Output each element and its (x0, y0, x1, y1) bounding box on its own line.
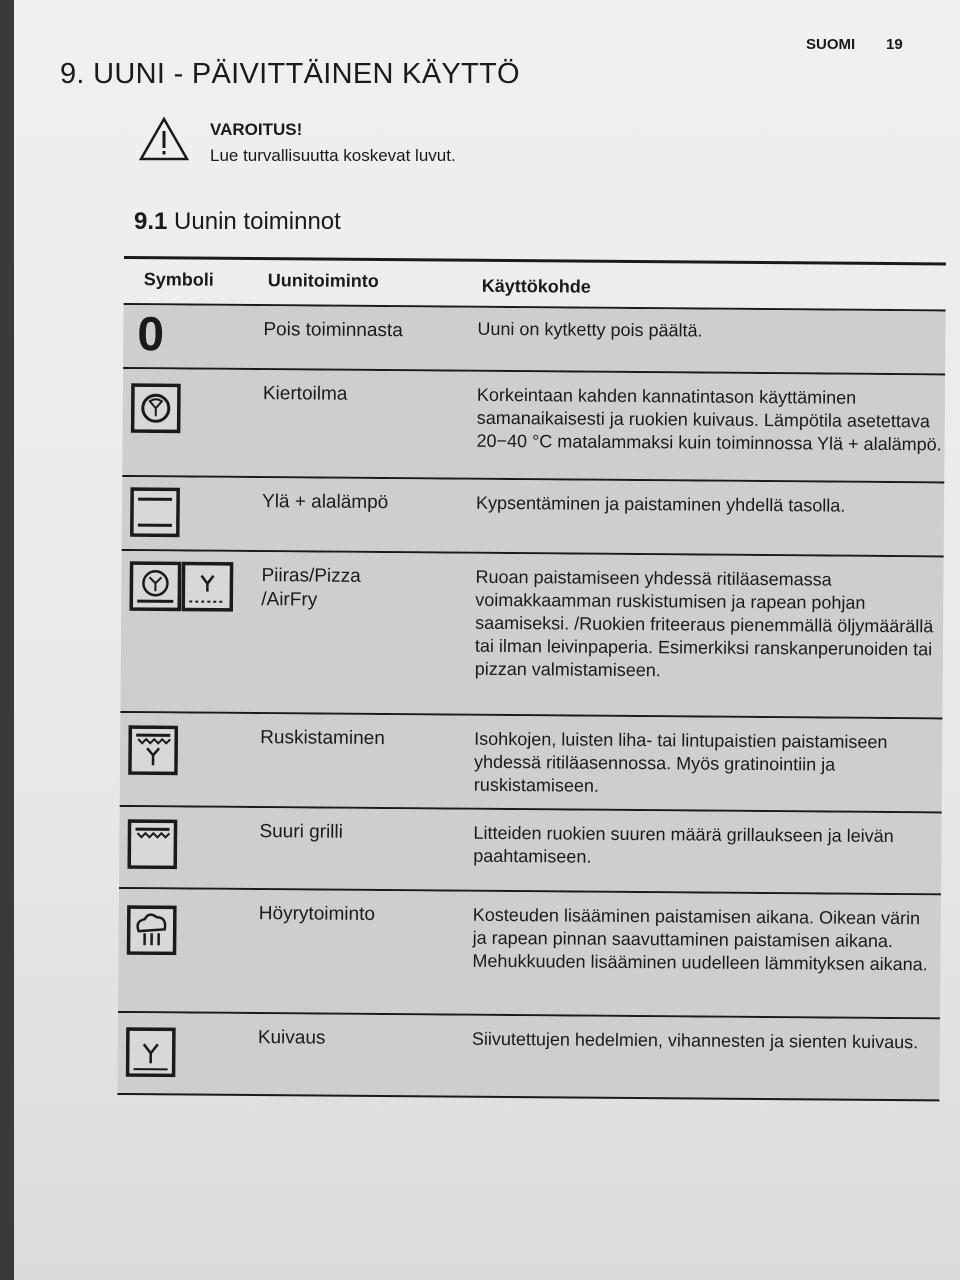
table-row (119, 807, 942, 895)
function-name: Ylä + alalämpö (261, 491, 389, 514)
table-row (117, 1013, 940, 1101)
function-usage: Siivutettujen hedelmien, vihannesten ja sienten kuivaus. (471, 1028, 919, 1053)
table-row (120, 713, 943, 813)
table-header (124, 256, 946, 311)
manual-page (14, 0, 960, 1280)
full-grill-icon (127, 819, 177, 874)
warning-triangle-icon (138, 116, 190, 162)
table-row (118, 889, 941, 1019)
section-title (134, 208, 341, 236)
drying-icon (126, 1027, 176, 1082)
browning-icon (128, 725, 178, 780)
table-row (120, 551, 943, 719)
function-usage: Uuni on kytketty pois päältä. (477, 318, 703, 341)
chapter-title: 9. UUNI - PÄIVITTÄINEN KÄYTTÖ (60, 58, 520, 90)
header-usage: Käyttökohde (481, 275, 591, 297)
table-row (122, 369, 945, 483)
table-row (123, 305, 945, 375)
off-zero-symbol: 0 (137, 308, 165, 362)
function-name: Piiras/Pizza /AirFry (261, 565, 361, 611)
table-row (122, 477, 945, 557)
function-usage: Litteiden ruokien suuren määrä grillaukseen ja leivän paahtamiseen. (473, 822, 894, 867)
function-usage: Kosteuden lisääminen paistamisen aikana. Oikean värin ja rapean pinnan saavuttaminen paistamisen aikana. Mehukkuuden lisääminen uudelleen lämmityksen aikana. (472, 904, 928, 975)
function-name: Höyrytoiminto (258, 903, 376, 925)
language-label: SUOMI (806, 36, 856, 53)
function-usage: Kypsentäminen ja paistaminen yhdellä tasolla. (475, 492, 846, 516)
page-number: 19 (886, 36, 903, 53)
warning-text: Lue turvallisuutta koskevat luvut. (210, 146, 456, 165)
function-name: Kiertoilma (262, 383, 348, 405)
oven-functions-table (117, 256, 946, 1101)
function-usage: Korkeintaan kahden kannatintason käyttäminen samanaikaisesti ja ruokien kuivaus. Lämpötila asetettava 20−40 °C matalammaksi kuin toiminnossa Ylä + alalämpö. (476, 384, 942, 455)
header-function: Uunitoiminto (267, 270, 379, 292)
top-bottom-heat-icon (130, 487, 180, 542)
pizza-airfry-icon (129, 561, 233, 619)
fan-heating-icon (131, 383, 181, 438)
function-name: Suuri grilli (259, 821, 343, 843)
function-name: Ruskistaminen (260, 727, 385, 750)
section-name: Uunin toiminnot (174, 208, 341, 235)
function-name: Kuivaus (257, 1027, 326, 1049)
warning-title: VAROITUS! (210, 120, 303, 139)
section-number: 9.1 (134, 208, 168, 235)
function-usage: Ruoan paistamiseen yhdessä ritiläasemassa voimakkaamman ruskistumisen ja rapean pohjan saamiseksi. /Ruokien friteeraus pienemmällä öljymäärällä tai ilman leivinpaperia. Esimerkiksi ranskanperunoiden tai pizzan valmistamiseen. (474, 566, 934, 681)
function-name: Pois toiminnasta (263, 319, 403, 342)
function-usage: Isohkojen, luisten liha- tai lintupaistien paistamiseen yhdessä ritiläasennossa. Myös gratinointiin ja ruskistamiseen. (473, 728, 888, 796)
header-symbol: Symboli (143, 269, 214, 290)
steam-icon (126, 905, 176, 960)
